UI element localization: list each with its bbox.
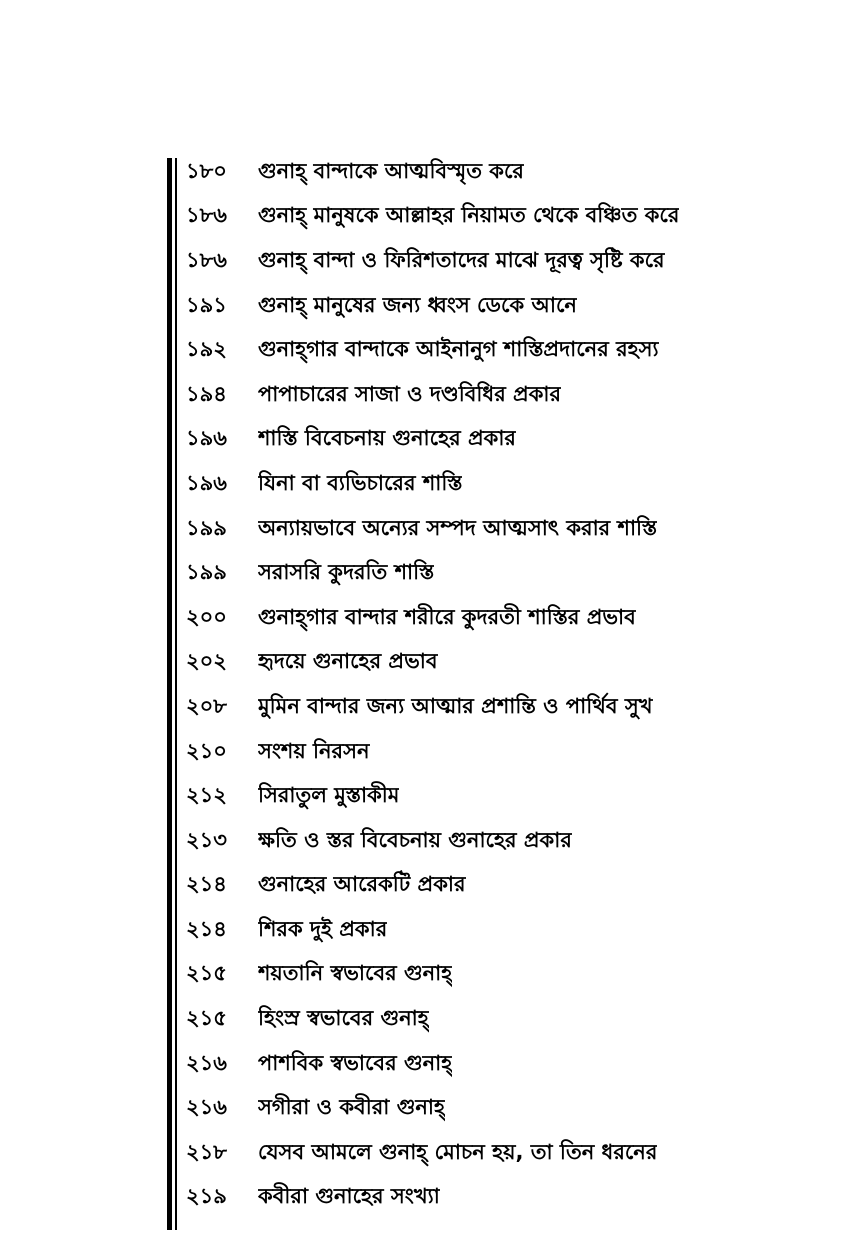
toc-page-number: ২১৪ <box>186 872 227 897</box>
toc-entry <box>186 418 826 463</box>
toc-entry-title: সংশয় নিরসন <box>258 738 370 763</box>
toc-page-number: ২১৬ <box>186 1050 227 1075</box>
toc-entry-title: পাপাচারের সাজা ও দণ্ডবিধির প্রকার <box>258 381 562 406</box>
toc-page-number: ২০২ <box>186 649 227 674</box>
toc-page-number: ২১৫ <box>186 1006 227 1031</box>
toc-entry-title: গুনাহের আরেকটি প্রকার <box>258 872 466 897</box>
toc-page-number: ২১৫ <box>186 961 227 986</box>
toc-page-number: ১৮০ <box>186 158 227 183</box>
toc-entry <box>186 239 826 284</box>
toc-entry-title: সগীরা ও কবীরা গুনাহ্ <box>258 1095 445 1120</box>
toc-page-number: ১৯১ <box>186 292 227 317</box>
toc-entry-title: শিরক দুই প্রকার <box>258 916 388 941</box>
toc-entry <box>186 864 826 909</box>
toc-entry-title: গুনাহ্ বান্দা ও ফিরিশতাদের মাঝে দূরত্ব সৃষ্টি করে <box>258 247 665 272</box>
toc-entry-title: অন্যায়ভাবে অন্যের সম্পদ আত্মসাৎ করার শাস্তি <box>258 515 658 540</box>
toc-page-number: ১৯৯ <box>186 560 227 585</box>
toc-entry <box>186 641 826 686</box>
toc-page-number: ২১৮ <box>186 1139 227 1164</box>
toc-entry-title: কবীরা গুনাহের সংখ্যা <box>258 1184 440 1209</box>
toc-entry <box>186 551 826 596</box>
toc-entry <box>186 953 826 998</box>
table-of-contents <box>186 150 826 1220</box>
toc-entry <box>186 195 826 240</box>
toc-entry-title: গুনাহ্ মানুষের জন্য ধ্বংস ডেকে আনে <box>258 292 577 317</box>
toc-entry-title: যেসব আমলে গুনাহ্ মোচন হয়, তা তিন ধরনের <box>258 1139 658 1164</box>
toc-entry-title: যিনা বা ব্যভিচারের শাস্তি <box>258 470 463 495</box>
toc-entry <box>186 774 826 819</box>
toc-page-number: ১৮৬ <box>186 247 227 272</box>
toc-entry <box>186 1131 826 1176</box>
toc-entry-title: গুনাহ্ বান্দাকে আত্মবিস্মৃত করে <box>258 158 524 183</box>
toc-entry <box>186 328 826 373</box>
toc-entry-title: গুনাহ্গার বান্দাকে আইনানুগ শাস্তিপ্রদানের রহস্য <box>258 337 659 362</box>
toc-page-number: ১৮৬ <box>186 203 227 228</box>
toc-entry-title: গুনাহ্গার বান্দার শরীরে কুদরতী শাস্তির প্রভাব <box>258 604 636 629</box>
toc-entry <box>186 1176 826 1221</box>
toc-entry-title: শয়তানি স্বভাবের গুনাহ্ <box>258 961 453 986</box>
toc-entry-title: হিংস্র স্বভাবের গুনাহ্ <box>258 1006 429 1031</box>
margin-rule-thick <box>167 158 172 1230</box>
toc-entry-title: সিরাতুল মুস্তাকীম <box>258 783 400 808</box>
toc-entry <box>186 284 826 329</box>
toc-entry-title: গুনাহ্ মানুষকে আল্লাহর নিয়ামত থেকে বঞ্চিত করে <box>258 203 680 228</box>
toc-page-number: ২১২ <box>186 783 227 808</box>
toc-page-number: ১৯২ <box>186 337 227 362</box>
toc-entry <box>186 1042 826 1087</box>
toc-entry <box>186 730 826 775</box>
toc-entry <box>186 596 826 641</box>
toc-entry-title: ক্ষতি ও স্তর বিবেচনায় গুনাহের প্রকার <box>258 827 572 852</box>
toc-page-number: ১৯৬ <box>186 426 227 451</box>
toc-entry-title: শাস্তি বিবেচনায় গুনাহের প্রকার <box>258 426 516 451</box>
toc-entry <box>186 997 826 1042</box>
toc-entry <box>186 150 826 195</box>
toc-entry-title: পাশবিক স্বভাবের গুনাহ্ <box>258 1050 453 1075</box>
toc-entry <box>186 507 826 552</box>
toc-page-number: ২১৪ <box>186 916 227 941</box>
toc-entry-title: সরাসরি কুদরতি শাস্তি <box>258 560 435 585</box>
toc-page-number: ২০০ <box>186 604 227 629</box>
toc-entry <box>186 819 826 864</box>
toc-page-number: ২১৬ <box>186 1095 227 1120</box>
toc-entry <box>186 685 826 730</box>
toc-page-number: ২০৮ <box>186 693 227 718</box>
toc-page-number: ১৯৬ <box>186 470 227 495</box>
toc-entry <box>186 1086 826 1131</box>
toc-page-number: ২১৩ <box>186 827 227 852</box>
toc-entry-title: মুমিন বান্দার জন্য আত্মার প্রশান্তি ও পার্থিব সুখ <box>258 693 653 718</box>
toc-entry <box>186 373 826 418</box>
toc-entry <box>186 462 826 507</box>
toc-page-number: ১৯৯ <box>186 515 227 540</box>
toc-entry-title: হৃদয়ে গুনাহের প্রভাব <box>258 649 438 674</box>
toc-page-number: ২১৯ <box>186 1184 227 1209</box>
toc-page-number: ১৯৪ <box>186 381 227 406</box>
toc-page-number: ২১০ <box>186 738 227 763</box>
margin-rule-thin <box>175 158 177 1230</box>
toc-entry <box>186 908 826 953</box>
